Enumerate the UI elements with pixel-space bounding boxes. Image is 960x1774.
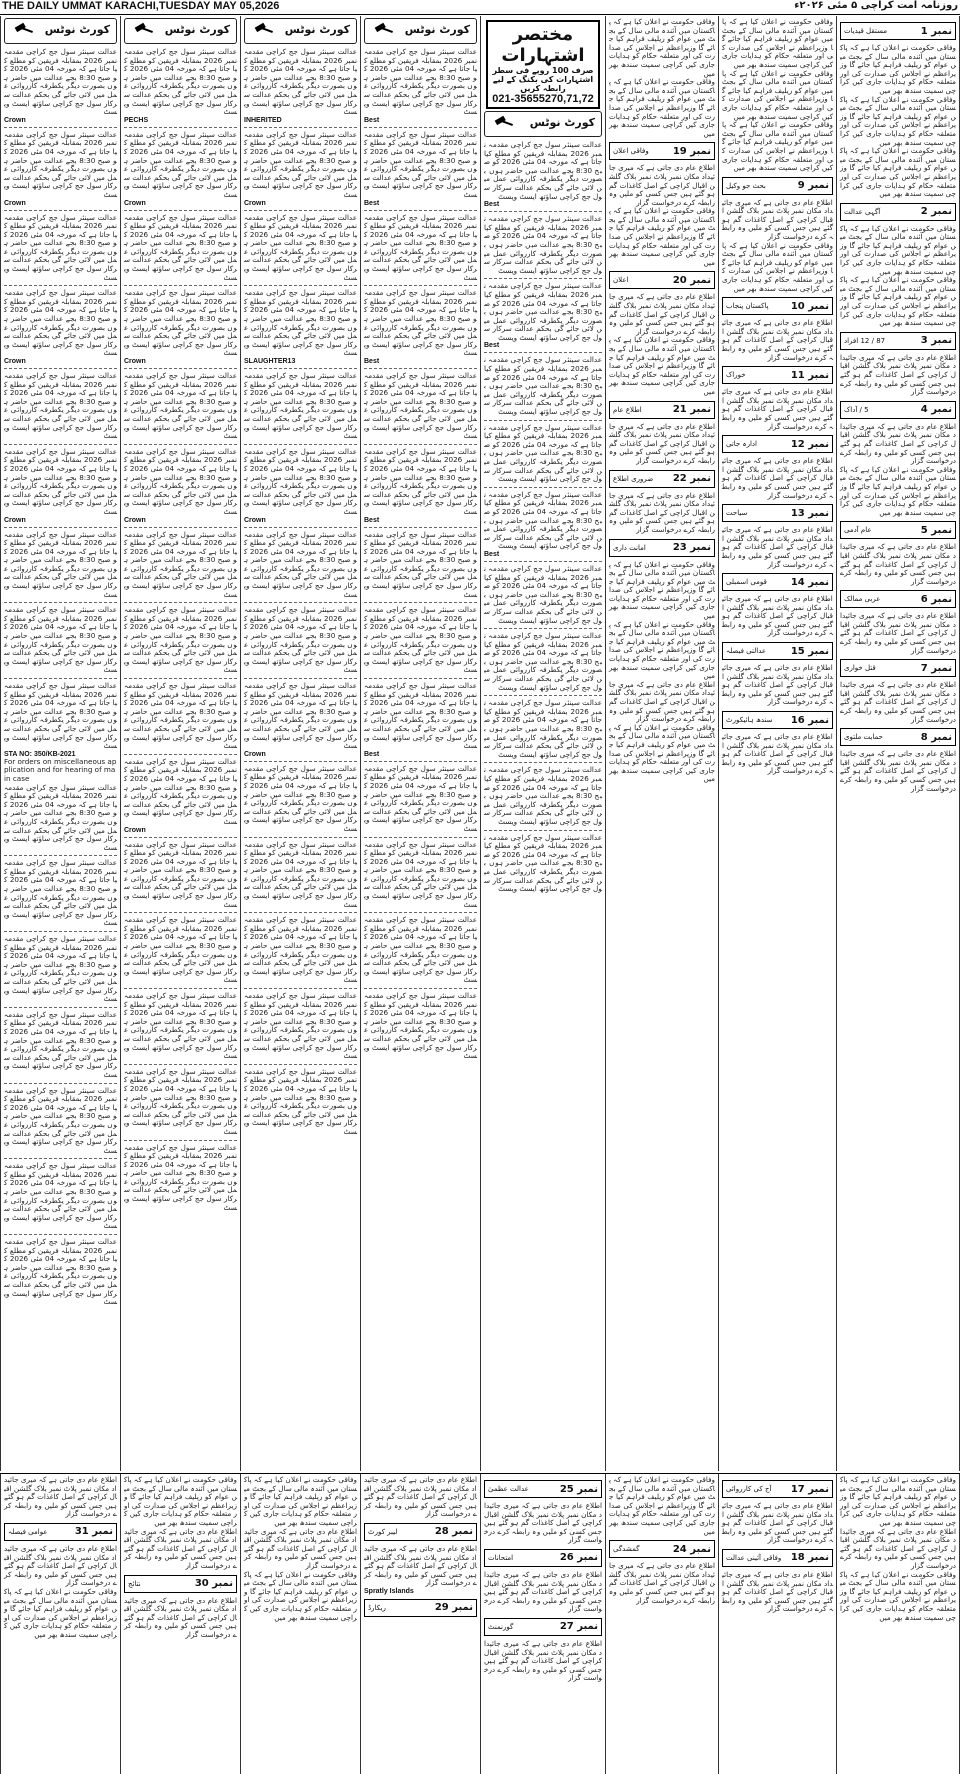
ad-number-box: عربی ممالک نمبر 6 (840, 590, 956, 608)
numbered-ads-column-3: مستقل قیدیات نمبر 1 وفاقی حکومت نے اعلان کیا ہے کہ پاکستان میں آئندہ مالی سال کے بجٹ میں عوام کو ریلیف فراہم کیا جائے گا وزیراعظم نے اجلاس کی صدارت کی اور متعلقہ حکام کو ہدایات جاری کیں کراچی سمیت سندھ بھر میں وفاقی حکومت نے اعلان کیا ہے کہ پاکستان میں آئندہ مالی سال کے بجٹ میں عوام کو ریلیف فراہم کیا جائے گا وزیراعظم نے اجلاس کی صدارت کی اور متعلقہ حکام کو ہدایات جاری کیں کراچی سمیت سندھ بھر میں وفاقی حکومت نے اعلان کیا ہے کہ پاکستان میں آئندہ مالی سال کے بجٹ میں عوام کو ریلیف فراہم کیا جائے گا وزیراعظم نے اجلاس کی صدارت کی اور متعلقہ حکام کو ہدایات جاری کیں کراچی سمیت سندھ بھر میں آگہی عدالت نمبر 2 وفاقی حکومت نے اعلان کیا ہے کہ پاکستان میں آئندہ مالی سال کے بجٹ میں عوام کو ریلیف فراہم کیا جائے گا وزیراعظم نے اجلاس کی صدارت کی اور متعلقہ حکام کو ہدایات جاری کیں کراچی سمیت سندھ بھر میں وفاقی حکومت نے اعلان کیا ہے کہ پاکستان میں آئندہ مالی سال کے بجٹ میں عوام کو ریلیف فراہم کیا جائے گا وزیراعظم نے اجلاس کی صدارت کی اور متعلقہ حکام کو ہدایات جاری کیں کراچی سمیت سندھ بھر میں 87 / 12 افراد نمبر 3 اطلاع عام دی جاتی ہے کہ میری جائیداد مکان نمبر پلاٹ نمبر بلاک گلشن اقبال کراچی کے اصل کاغذات گم ہو گئے ہیں جس کسی کو ملیں وہ رابطہ کرے درخواست گزار 5 / آداک نمبر 4 اطلاع عام دی جاتی ہے کہ میری جائیداد مکان نمبر پلاٹ نمبر بلاک گلشن اقبال کراچی کے اصل کاغذات گم ہو گئے ہیں جس کسی کو ملیں وہ رابطہ کرے درخواست گزار وفاقی حکومت نے اعلان کیا ہے کہ پاکستان میں آئندہ مالی سال کے بجٹ میں عوام کو ریلیف فراہم کیا جائے گا وزیراعظم نے اجلاس کی صدارت کی اور متعلقہ حکام کو ہدایات جاری کیں کراچی سمیت سندھ بھر میں عام آدمی نمبر 5 اطلاع عام دی جاتی ہے کہ میری جائیداد مکان نمبر پلاٹ نمبر بلاک گلشن اقبال کراچی کے اصل کاغذات گم ہو گئے ہیں جس کسی کو ملیں وہ رابطہ کرے درخواست گزار عربی ممالک نمبر 6 اطلاع عام دی جاتی ہے کہ میری جائیداد مکان نمبر پلاٹ نمبر بلاک گلشن اقبال کراچی کے اصل کاغذات گم ہو گئے ہیں جس کسی کو ملیں وہ رابطہ کرے درخواست گزار قتل خواری نمبر 7 اطلاع عام دی جاتی ہے کہ میری جائیداد مکان نمبر پلاٹ نمبر بلاک گلشن اقبال کراچی کے اصل کاغذات گم ہو گئے ہیں جس کسی کو ملیں وہ رابطہ کرے درخواست گزار حمایت ملتوی نمبر 8 اطلاع عام دی جاتی ہے کہ میری جائیداد مکان نمبر پلاٹ نمبر بلاک گلشن اقبال کراچی کے اصل کاغذات گم ہو گئے ہیں جس کسی کو ملیں وہ رابطہ کرے درخواست گزار (836, 16, 960, 1471)
masthead-urdu-title: روزنامہ امت کراچی ۵ مئی ۲۰۲۶ء (794, 0, 958, 11)
court-notice-header: کورٹ نوٹس (484, 111, 602, 137)
classified-rate: صرف 100 روپے فی سطر (492, 66, 594, 75)
bottom-strip (0, 1473, 960, 1774)
ad-number-box: نتائج نمبر 30 (124, 1575, 237, 1593)
ad-number-box: قومی اسمبلی نمبر 14 (722, 573, 833, 591)
ad-number-box: پاکستان پنجاب نمبر 10 (722, 297, 833, 315)
ad-number-box: خوراک نمبر 11 (722, 366, 833, 384)
ad-number-box: اطلاع عام نمبر 21 (609, 401, 715, 419)
bottom-column: وفاقی حکومت نے اعلان کیا ہے کہ پاکستان میں آئندہ مالی سال کے بجٹ میں عوام کو ریلیف فراہم کیا جائے گا وزیراعظم نے اجلاس کی صدارت کی اور متعلقہ حکام کو ہدایات جاری کیں کراچی سمیت سندھ بھر میں اطلاع عام دی جاتی ہے کہ میری جائیداد مکان نمبر پلاٹ نمبر بلاک گلشن اقبال کراچی کے اصل کاغذات گم ہو گئے ہیں جس کسی کو ملیں وہ رابطہ کرے درخواست گزار نتائج نمبر 30 اطلاع عام دی جاتی ہے کہ میری جائیداد مکان نمبر پلاٹ نمبر بلاک گلشن اقبال کراچی کے اصل کاغذات گم ہو گئے ہیں جس کسی کو ملیں وہ رابطہ کرے درخواست گزار (120, 1474, 240, 1774)
ad-number-box: ریکارڈ نمبر 29 (364, 1599, 477, 1617)
ad-number-box: حمایت ملتوی نمبر 8 (840, 728, 956, 746)
ad-number-box: لیبر کورٹ نمبر 28 (364, 1523, 477, 1541)
classified-office: اشتہارات کی بکنگ کے لیے رابطہ کریں (492, 75, 594, 93)
classified-column: مختصر اشتہارات صرف 100 روپے فی سطر اشتہارات کی بکنگ کے لیے رابطہ کریں 021-35655270,71,72 کورٹ نوٹس عدالت سینئر سول جج کراچی مقدمہ نمبر 2026 بمقابلہ فریقین کو مطلع کیا جاتا ہے کہ مورخہ 04 مئی 2026 کو صبح 8:30 بجے عدالت میں حاضر ہوں بصورت دیگر یکطرفہ کارروائی عمل میں لائی جائے گی بحکم عدالت سرکار سول جج کراچی ساؤتھ ایسٹ ویسٹ Best عدالت سینئر سول جج کراچی مقدمہ نمبر 2026 بمقابلہ فریقین کو مطلع کیا جاتا ہے کہ مورخہ 04 مئی 2026 کو صبح 8:30 بجے عدالت میں حاضر ہوں بصورت دیگر یکطرفہ کارروائی عمل میں لائی جائے گی بحکم عدالت سرکار سول جج کراچی ساؤتھ ایسٹ ویسٹ عدالت سینئر سول جج کراچی مقدمہ نمبر 2026 بمقابلہ فریقین کو مطلع کیا جاتا ہے کہ مورخہ 04 مئی 2026 کو صبح 8:30 بجے عدالت میں حاضر ہوں بصورت دیگر یکطرفہ کارروائی عمل میں لائی جائے گی بحکم عدالت سرکار سول جج کراچی ساؤتھ ایسٹ ویسٹ Best عدالت سینئر سول جج کراچی مقدمہ نمبر 2026 بمقابلہ فریقین کو مطلع کیا جاتا ہے کہ مورخہ 04 مئی 2026 کو صبح 8:30 بجے عدالت میں حاضر ہوں بصورت دیگر یکطرفہ کارروائی عمل میں لائی جائے گی بحکم عدالت سرکار سول جج کراچی ساؤتھ ایسٹ ویسٹ عدالت سینئر سول جج کراچی مقدمہ نمبر 2026 بمقابلہ فریقین کو مطلع کیا جاتا ہے کہ مورخہ 04 مئی 2026 کو صبح 8:30 بجے عدالت میں حاضر ہوں بصورت دیگر یکطرفہ کارروائی عمل میں لائی جائے گی بحکم عدالت سرکار سول جج کراچی ساؤتھ ایسٹ ویسٹ عدالت سینئر سول جج کراچی مقدمہ نمبر 2026 بمقابلہ فریقین کو مطلع کیا جاتا ہے کہ مورخہ 04 مئی 2026 کو صبح 8:30 بجے عدالت میں حاضر ہوں بصورت دیگر یکطرفہ کارروائی عمل میں لائی جائے گی بحکم عدالت سرکار سول جج کراچی ساؤتھ ایسٹ ویسٹ Best عدالت سینئر سول جج کراچی مقدمہ نمبر 2026 بمقابلہ فریقین کو مطلع کیا جاتا ہے کہ مورخہ 04 مئی 2026 کو صبح 8:30 بجے عدالت میں حاضر ہوں بصورت دیگر یکطرفہ کارروائی عمل میں لائی جائے گی بحکم عدالت سرکار سول جج کراچی ساؤتھ ایسٹ ویسٹ عدالت سینئر سول جج کراچی مقدمہ نمبر 2026 بمقابلہ فریقین کو مطلع کیا جاتا ہے کہ مورخہ 04 مئی 2026 کو صبح 8:30 بجے عدالت میں حاضر ہوں بصورت دیگر یکطرفہ کارروائی عمل میں لائی جائے گی بحکم عدالت سرکار سول جج کراچی ساؤتھ ایسٹ ویسٹ عدالت سینئر سول جج کراچی مقدمہ نمبر 2026 بمقابلہ فریقین کو مطلع کیا جاتا ہے کہ مورخہ 04 مئی 2026 کو صبح 8:30 بجے عدالت میں حاضر ہوں بصورت دیگر یکطرفہ کارروائی عمل میں لائی جائے گی بحکم عدالت سرکار سول جج کراچی ساؤتھ ایسٹ ویسٹ عدالت سینئر سول جج کراچی مقدمہ نمبر 2026 بمقابلہ فریقین کو مطلع کیا جاتا ہے کہ مورخہ 04 مئی 2026 کو صبح 8:30 بجے عدالت میں حاضر ہوں بصورت دیگر یکطرفہ کارروائی عمل میں لائی جائے گی بحکم عدالت سرکار سول جج کراچی ساؤتھ ایسٹ ویسٹ عدالت سینئر سول جج کراچی مقدمہ نمبر 2026 بمقابلہ فریقین کو مطلع کیا جاتا ہے کہ مورخہ 04 مئی 2026 کو صبح 8:30 بجے عدالت میں حاضر ہوں بصورت دیگر یکطرفہ کارروائی عمل میں لائی جائے گی بحکم عدالت سرکار سول جج کراچی ساؤتھ ایسٹ ویسٹ (480, 16, 605, 1471)
ad-number-box: سیاحت نمبر 13 (722, 504, 833, 522)
bottom-column: وفاقی حکومت نے اعلان کیا ہے کہ پاکستان میں آئندہ مالی سال کے بجٹ میں عوام کو ریلیف فراہم کیا جائے گا وزیراعظم نے اجلاس کی صدارت کی اور متعلقہ حکام کو ہدایات جاری کیں کراچی سمیت سندھ بھر میں گمشدگی نمبر 24 اطلاع عام دی جاتی ہے کہ میری جائیداد مکان نمبر پلاٹ نمبر بلاک گلشن اقبال کراچی کے اصل کاغذات گم ہو گئے ہیں جس کسی کو ملیں وہ رابطہ کرے درخواست گزار (605, 1474, 718, 1774)
ad-number-box: ضروری اطلاع نمبر 22 (609, 470, 715, 488)
court-notice-column-1: کورٹ نوٹس عدالت سینئر سول جج کراچی مقدمہ نمبر 2026 بمقابلہ فریقین کو مطلع کیا جاتا ہے کہ مورخہ 04 مئی 2026 کو صبح 8:30 بجے عدالت میں حاضر ہوں بصورت دیگر یکطرفہ کارروائی عمل میں لائی جائے گی بحکم عدالت سرکار سول جج کراچی ساؤتھ ایسٹ ویسٹ Crown عدالت سینئر سول جج کراچی مقدمہ نمبر 2026 بمقابلہ فریقین کو مطلع کیا جاتا ہے کہ مورخہ 04 مئی 2026 کو صبح 8:30 بجے عدالت میں حاضر ہوں بصورت دیگر یکطرفہ کارروائی عمل میں لائی جائے گی بحکم عدالت سرکار سول جج کراچی ساؤتھ ایسٹ ویسٹ Crown عدالت سینئر سول جج کراچی مقدمہ نمبر 2026 بمقابلہ فریقین کو مطلع کیا جاتا ہے کہ مورخہ 04 مئی 2026 کو صبح 8:30 بجے عدالت میں حاضر ہوں بصورت دیگر یکطرفہ کارروائی عمل میں لائی جائے گی بحکم عدالت سرکار سول جج کراچی ساؤتھ ایسٹ ویسٹ عدالت سینئر سول جج کراچی مقدمہ نمبر 2026 بمقابلہ فریقین کو مطلع کیا جاتا ہے کہ مورخہ 04 مئی 2026 کو صبح 8:30 بجے عدالت میں حاضر ہوں بصورت دیگر یکطرفہ کارروائی عمل میں لائی جائے گی بحکم عدالت سرکار سول جج کراچی ساؤتھ ایسٹ ویسٹ Crown عدالت سینئر سول جج کراچی مقدمہ نمبر 2026 بمقابلہ فریقین کو مطلع کیا جاتا ہے کہ مورخہ 04 مئی 2026 کو صبح 8:30 بجے عدالت میں حاضر ہوں بصورت دیگر یکطرفہ کارروائی عمل میں لائی جائے گی بحکم عدالت سرکار سول جج کراچی ساؤتھ ایسٹ ویسٹ عدالت سینئر سول جج کراچی مقدمہ نمبر 2026 بمقابلہ فریقین کو مطلع کیا جاتا ہے کہ مورخہ 04 مئی 2026 کو صبح 8:30 بجے عدالت میں حاضر ہوں بصورت دیگر یکطرفہ کارروائی عمل میں لائی جائے گی بحکم عدالت سرکار سول جج کراچی ساؤتھ ایسٹ ویسٹ Crown عدالت سینئر سول جج کراچی مقدمہ نمبر 2026 بمقابلہ فریقین کو مطلع کیا جاتا ہے کہ مورخہ 04 مئی 2026 کو صبح 8:30 بجے عدالت میں حاضر ہوں بصورت دیگر یکطرفہ کارروائی عمل میں لائی جائے گی بحکم عدالت سرکار سول جج کراچی ساؤتھ ایسٹ ویسٹ عدالت سینئر سول جج کراچی مقدمہ نمبر 2026 بمقابلہ فریقین کو مطلع کیا جاتا ہے کہ مورخہ 04 مئی 2026 کو صبح 8:30 بجے عدالت میں حاضر ہوں بصورت دیگر یکطرفہ کارروائی عمل میں لائی جائے گی بحکم عدالت سرکار سول جج کراچی ساؤتھ ایسٹ ویسٹ عدالت سینئر سول جج کراچی مقدمہ نمبر 2026 بمقابلہ فریقین کو مطلع کیا جاتا ہے کہ مورخہ 04 مئی 2026 کو صبح 8:30 بجے عدالت میں حاضر ہوں بصورت دیگر یکطرفہ کارروائی عمل میں لائی جائے گی بحکم عدالت سرکار سول جج کراچی ساؤتھ ایسٹ ویسٹ STA NO: 350/KB-2021 For orders on miscellaneous application and for hearing of main case عدالت سینئر سول جج کراچی مقدمہ نمبر 2026 بمقابلہ فریقین کو مطلع کیا جاتا ہے کہ مورخہ 04 مئی 2026 کو صبح 8:30 بجے عدالت میں حاضر ہوں بصورت دیگر یکطرفہ کارروائی عمل میں لائی جائے گی بحکم عدالت سرکار سول جج کراچی ساؤتھ ایسٹ ویسٹ عدالت سینئر سول جج کراچی مقدمہ نمبر 2026 بمقابلہ فریقین کو مطلع کیا جاتا ہے کہ مورخہ 04 مئی 2026 کو صبح 8:30 بجے عدالت میں حاضر ہوں بصورت دیگر یکطرفہ کارروائی عمل میں لائی جائے گی بحکم عدالت سرکار سول جج کراچی ساؤتھ ایسٹ ویسٹ عدالت سینئر سول جج کراچی مقدمہ نمبر 2026 بمقابلہ فریقین کو مطلع کیا جاتا ہے کہ مورخہ 04 مئی 2026 کو صبح 8:30 بجے عدالت میں حاضر ہوں بصورت دیگر یکطرفہ کارروائی عمل میں لائی جائے گی بحکم عدالت سرکار سول جج کراچی ساؤتھ ایسٹ ویسٹ عدالت سینئر سول جج کراچی مقدمہ نمبر 2026 بمقابلہ فریقین کو مطلع کیا جاتا ہے کہ مورخہ 04 مئی 2026 کو صبح 8:30 بجے عدالت میں حاضر ہوں بصورت دیگر یکطرفہ کارروائی عمل میں لائی جائے گی بحکم عدالت سرکار سول جج کراچی ساؤتھ ایسٹ ویسٹ عدالت سینئر سول جج کراچی مقدمہ نمبر 2026 بمقابلہ فریقین کو مطلع کیا جاتا ہے کہ مورخہ 04 مئی 2026 کو صبح 8:30 بجے عدالت میں حاضر ہوں بصورت دیگر یکطرفہ کارروائی عمل میں لائی جائے گی بحکم عدالت سرکار سول جج کراچی ساؤتھ ایسٹ ویسٹ عدالت سینئر سول جج کراچی مقدمہ نمبر 2026 بمقابلہ فریقین کو مطلع کیا جاتا ہے کہ مورخہ 04 مئی 2026 کو صبح 8:30 بجے عدالت میں حاضر ہوں بصورت دیگر یکطرفہ کارروائی عمل میں لائی جائے گی بحکم عدالت سرکار سول جج کراچی ساؤتھ ایسٹ ویسٹ عدالت سینئر سول جج کراچی مقدمہ نمبر 2026 بمقابلہ فریقین کو مطلع کیا جاتا ہے کہ مورخہ 04 مئی 2026 کو صبح 8:30 بجے عدالت میں حاضر ہوں بصورت دیگر یکطرفہ کارروائی عمل میں لائی جائے گی بحکم عدالت سرکار سول جج کراچی ساؤتھ ایسٹ ویسٹ (0, 16, 120, 1471)
court-notice-header: کورٹ نوٹس (124, 18, 237, 44)
gavel-icon (253, 22, 275, 38)
court-notice-header: کورٹ نوٹس (244, 18, 357, 44)
gavel-icon (493, 115, 515, 131)
bottom-column: آج کی کارروائی نمبر 17 اطلاع عام دی جاتی ہے کہ میری جائیداد مکان نمبر پلاٹ نمبر بلاک گلشن اقبال کراچی کے اصل کاغذات گم ہو گئے ہیں جس کسی کو ملیں وہ رابطہ کرے درخواست گزار وفاقی آئینی عدالت نمبر 18 اطلاع عام دی جاتی ہے کہ میری جائیداد مکان نمبر پلاٹ نمبر بلاک گلشن اقبال کراچی کے اصل کاغذات گم ہو گئے ہیں جس کسی کو ملیں وہ رابطہ کرے درخواست گزار (718, 1474, 836, 1774)
masthead-english-title: THE DAILY UMMAT KARACHI,TUESDAY MAY 05,2026 (2, 0, 280, 12)
numbered-ads-column-1: وفاقی حکومت نے اعلان کیا ہے کہ پاکستان میں آئندہ مالی سال کے بجٹ میں عوام کو ریلیف فراہم کیا جائے گا وزیراعظم نے اجلاس کی صدارت کی اور متعلقہ حکام کو ہدایات جاری کیں کراچی سمیت سندھ بھر میں وفاقی حکومت نے اعلان کیا ہے کہ پاکستان میں آئندہ مالی سال کے بجٹ میں عوام کو ریلیف فراہم کیا جائے گا وزیراعظم نے اجلاس کی صدارت کی اور متعلقہ حکام کو ہدایات جاری کیں کراچی سمیت سندھ بھر میں وفاقی اعلان نمبر 19 اطلاع عام دی جاتی ہے کہ میری جائیداد مکان نمبر پلاٹ نمبر بلاک گلشن اقبال کراچی کے اصل کاغذات گم ہو گئے ہیں جس کسی کو ملیں وہ رابطہ کرے درخواست گزار وفاقی حکومت نے اعلان کیا ہے کہ پاکستان میں آئندہ مالی سال کے بجٹ میں عوام کو ریلیف فراہم کیا جائے گا وزیراعظم نے اجلاس کی صدارت کی اور متعلقہ حکام کو ہدایات جاری کیں کراچی سمیت سندھ بھر میں اعلان نمبر 20 اطلاع عام دی جاتی ہے کہ میری جائیداد مکان نمبر پلاٹ نمبر بلاک گلشن اقبال کراچی کے اصل کاغذات گم ہو گئے ہیں جس کسی کو ملیں وہ رابطہ کرے درخواست گزار وفاقی حکومت نے اعلان کیا ہے کہ پاکستان میں آئندہ مالی سال کے بجٹ میں عوام کو ریلیف فراہم کیا جائے گا وزیراعظم نے اجلاس کی صدارت کی اور متعلقہ حکام کو ہدایات جاری کیں کراچی سمیت سندھ بھر میں اطلاع عام نمبر 21 اطلاع عام دی جاتی ہے کہ میری جائیداد مکان نمبر پلاٹ نمبر بلاک گلشن اقبال کراچی کے اصل کاغذات گم ہو گئے ہیں جس کسی کو ملیں وہ رابطہ کرے درخواست گزار ضروری اطلاع نمبر 22 اطلاع عام دی جاتی ہے کہ میری جائیداد مکان نمبر پلاٹ نمبر بلاک گلشن اقبال کراچی کے اصل کاغذات گم ہو گئے ہیں جس کسی کو ملیں وہ رابطہ کرے درخواست گزار امانت داری نمبر 23 وفاقی حکومت نے اعلان کیا ہے کہ پاکستان میں آئندہ مالی سال کے بجٹ میں عوام کو ریلیف فراہم کیا جائے گا وزیراعظم نے اجلاس کی صدارت کی اور متعلقہ حکام کو ہدایات جاری کیں کراچی سمیت سندھ بھر میں وفاقی حکومت نے اعلان کیا ہے کہ پاکستان میں آئندہ مالی سال کے بجٹ میں عوام کو ریلیف فراہم کیا جائے گا وزیراعظم نے اجلاس کی صدارت کی اور متعلقہ حکام کو ہدایات جاری کیں کراچی سمیت سندھ بھر میں اطلاع عام دی جاتی ہے کہ میری جائیداد مکان نمبر پلاٹ نمبر بلاک گلشن اقبال کراچی کے اصل کاغذات گم ہو گئے ہیں جس کسی کو ملیں وہ رابطہ کرے درخواست گزار وفاقی حکومت نے اعلان کیا ہے کہ پاکستان میں آئندہ مالی سال کے بجٹ میں عوام کو ریلیف فراہم کیا جائے گا وزیراعظم نے اجلاس کی صدارت کی اور متعلقہ حکام کو ہدایات جاری کیں کراچی سمیت سندھ بھر میں (605, 16, 718, 1471)
ad-number-box: وفاقی اعلان نمبر 19 (609, 142, 715, 160)
masthead (0, 0, 960, 15)
court-notice-column-2: کورٹ نوٹس عدالت سینئر سول جج کراچی مقدمہ نمبر 2026 بمقابلہ فریقین کو مطلع کیا جاتا ہے کہ مورخہ 04 مئی 2026 کو صبح 8:30 بجے عدالت میں حاضر ہوں بصورت دیگر یکطرفہ کارروائی عمل میں لائی جائے گی بحکم عدالت سرکار سول جج کراچی ساؤتھ ایسٹ ویسٹ PECHS عدالت سینئر سول جج کراچی مقدمہ نمبر 2026 بمقابلہ فریقین کو مطلع کیا جاتا ہے کہ مورخہ 04 مئی 2026 کو صبح 8:30 بجے عدالت میں حاضر ہوں بصورت دیگر یکطرفہ کارروائی عمل میں لائی جائے گی بحکم عدالت سرکار سول جج کراچی ساؤتھ ایسٹ ویسٹ Crown عدالت سینئر سول جج کراچی مقدمہ نمبر 2026 بمقابلہ فریقین کو مطلع کیا جاتا ہے کہ مورخہ 04 مئی 2026 کو صبح 8:30 بجے عدالت میں حاضر ہوں بصورت دیگر یکطرفہ کارروائی عمل میں لائی جائے گی بحکم عدالت سرکار سول جج کراچی ساؤتھ ایسٹ ویسٹ عدالت سینئر سول جج کراچی مقدمہ نمبر 2026 بمقابلہ فریقین کو مطلع کیا جاتا ہے کہ مورخہ 04 مئی 2026 کو صبح 8:30 بجے عدالت میں حاضر ہوں بصورت دیگر یکطرفہ کارروائی عمل میں لائی جائے گی بحکم عدالت سرکار سول جج کراچی ساؤتھ ایسٹ ویسٹ Crown عدالت سینئر سول جج کراچی مقدمہ نمبر 2026 بمقابلہ فریقین کو مطلع کیا جاتا ہے کہ مورخہ 04 مئی 2026 کو صبح 8:30 بجے عدالت میں حاضر ہوں بصورت دیگر یکطرفہ کارروائی عمل میں لائی جائے گی بحکم عدالت سرکار سول جج کراچی ساؤتھ ایسٹ ویسٹ عدالت سینئر سول جج کراچی مقدمہ نمبر 2026 بمقابلہ فریقین کو مطلع کیا جاتا ہے کہ مورخہ 04 مئی 2026 کو صبح 8:30 بجے عدالت میں حاضر ہوں بصورت دیگر یکطرفہ کارروائی عمل میں لائی جائے گی بحکم عدالت سرکار سول جج کراچی ساؤتھ ایسٹ ویسٹ Crown عدالت سینئر سول جج کراچی مقدمہ نمبر 2026 بمقابلہ فریقین کو مطلع کیا جاتا ہے کہ مورخہ 04 مئی 2026 کو صبح 8:30 بجے عدالت میں حاضر ہوں بصورت دیگر یکطرفہ کارروائی عمل میں لائی جائے گی بحکم عدالت سرکار سول جج کراچی ساؤتھ ایسٹ ویسٹ عدالت سینئر سول جج کراچی مقدمہ نمبر 2026 بمقابلہ فریقین کو مطلع کیا جاتا ہے کہ مورخہ 04 مئی 2026 کو صبح 8:30 بجے عدالت میں حاضر ہوں بصورت دیگر یکطرفہ کارروائی عمل میں لائی جائے گی بحکم عدالت سرکار سول جج کراچی ساؤتھ ایسٹ ویسٹ عدالت سینئر سول جج کراچی مقدمہ نمبر 2026 بمقابلہ فریقین کو مطلع کیا جاتا ہے کہ مورخہ 04 مئی 2026 کو صبح 8:30 بجے عدالت میں حاضر ہوں بصورت دیگر یکطرفہ کارروائی عمل میں لائی جائے گی بحکم عدالت سرکار سول جج کراچی ساؤتھ ایسٹ ویسٹ عدالت سینئر سول جج کراچی مقدمہ نمبر 2026 بمقابلہ فریقین کو مطلع کیا جاتا ہے کہ مورخہ 04 مئی 2026 کو صبح 8:30 بجے عدالت میں حاضر ہوں بصورت دیگر یکطرفہ کارروائی عمل میں لائی جائے گی بحکم عدالت سرکار سول جج کراچی ساؤتھ ایسٹ ویسٹ Crown عدالت سینئر سول جج کراچی مقدمہ نمبر 2026 بمقابلہ فریقین کو مطلع کیا جاتا ہے کہ مورخہ 04 مئی 2026 کو صبح 8:30 بجے عدالت میں حاضر ہوں بصورت دیگر یکطرفہ کارروائی عمل میں لائی جائے گی بحکم عدالت سرکار سول جج کراچی ساؤتھ ایسٹ ویسٹ عدالت سینئر سول جج کراچی مقدمہ نمبر 2026 بمقابلہ فریقین کو مطلع کیا جاتا ہے کہ مورخہ 04 مئی 2026 کو صبح 8:30 بجے عدالت میں حاضر ہوں بصورت دیگر یکطرفہ کارروائی عمل میں لائی جائے گی بحکم عدالت سرکار سول جج کراچی ساؤتھ ایسٹ ویسٹ عدالت سینئر سول جج کراچی مقدمہ نمبر 2026 بمقابلہ فریقین کو مطلع کیا جاتا ہے کہ مورخہ 04 مئی 2026 کو صبح 8:30 بجے عدالت میں حاضر ہوں بصورت دیگر یکطرفہ کارروائی عمل میں لائی جائے گی بحکم عدالت سرکار سول جج کراچی ساؤتھ ایسٹ ویسٹ عدالت سینئر سول جج کراچی مقدمہ نمبر 2026 بمقابلہ فریقین کو مطلع کیا جاتا ہے کہ مورخہ 04 مئی 2026 کو صبح 8:30 بجے عدالت میں حاضر ہوں بصورت دیگر یکطرفہ کارروائی عمل میں لائی جائے گی بحکم عدالت سرکار سول جج کراچی ساؤتھ ایسٹ ویسٹ عدالت سینئر سول جج کراچی مقدمہ نمبر 2026 بمقابلہ فریقین کو مطلع کیا جاتا ہے کہ مورخہ 04 مئی 2026 کو صبح 8:30 بجے عدالت میں حاضر ہوں بصورت دیگر یکطرفہ کارروائی عمل میں لائی جائے گی بحکم عدالت سرکار سول جج کراچی ساؤتھ ایسٹ ویسٹ (120, 16, 240, 1471)
ad-number-box: عوامی فیصلہ نمبر 31 (4, 1523, 117, 1541)
ad-number-box: بحث جو وکیل نمبر 9 (722, 177, 833, 195)
bottom-column: اطلاع عام دی جاتی ہے کہ میری جائیداد مکان نمبر پلاٹ نمبر بلاک گلشن اقبال کراچی کے اصل کاغذات گم ہو گئے ہیں جس کسی کو ملیں وہ رابطہ کرے درخواست گزار لیبر کورٹ نمبر 28 اطلاع عام دی جاتی ہے کہ میری جائیداد مکان نمبر پلاٹ نمبر بلاک گلشن اقبال کراچی کے اصل کاغذات گم ہو گئے ہیں جس کسی کو ملیں وہ رابطہ کرے درخواست گزار Spratly Islands ریکارڈ نمبر 29 (360, 1474, 480, 1774)
bottom-column: عدالت عظمیٰ نمبر 25 اطلاع عام دی جاتی ہے کہ میری جائیداد مکان نمبر پلاٹ نمبر بلاک گلشن اقبال کراچی کے اصل کاغذات گم ہو گئے ہیں جس کسی کو ملیں وہ رابطہ کرے درخواست گزار امتحانات نمبر 26 اطلاع عام دی جاتی ہے کہ میری جائیداد مکان نمبر پلاٹ نمبر بلاک گلشن اقبال کراچی کے اصل کاغذات گم ہو گئے ہیں جس کسی کو ملیں وہ رابطہ کرے درخواست گزار گورنمنٹ نمبر 27 اطلاع عام دی جاتی ہے کہ میری جائیداد مکان نمبر پلاٹ نمبر بلاک گلشن اقبال کراچی کے اصل کاغذات گم ہو گئے ہیں جس کسی کو ملیں وہ رابطہ کرے درخواست گزار (480, 1474, 605, 1774)
court-notice-column-3: کورٹ نوٹس عدالت سینئر سول جج کراچی مقدمہ نمبر 2026 بمقابلہ فریقین کو مطلع کیا جاتا ہے کہ مورخہ 04 مئی 2026 کو صبح 8:30 بجے عدالت میں حاضر ہوں بصورت دیگر یکطرفہ کارروائی عمل میں لائی جائے گی بحکم عدالت سرکار سول جج کراچی ساؤتھ ایسٹ ویسٹ INHERITED عدالت سینئر سول جج کراچی مقدمہ نمبر 2026 بمقابلہ فریقین کو مطلع کیا جاتا ہے کہ مورخہ 04 مئی 2026 کو صبح 8:30 بجے عدالت میں حاضر ہوں بصورت دیگر یکطرفہ کارروائی عمل میں لائی جائے گی بحکم عدالت سرکار سول جج کراچی ساؤتھ ایسٹ ویسٹ Crown عدالت سینئر سول جج کراچی مقدمہ نمبر 2026 بمقابلہ فریقین کو مطلع کیا جاتا ہے کہ مورخہ 04 مئی 2026 کو صبح 8:30 بجے عدالت میں حاضر ہوں بصورت دیگر یکطرفہ کارروائی عمل میں لائی جائے گی بحکم عدالت سرکار سول جج کراچی ساؤتھ ایسٹ ویسٹ عدالت سینئر سول جج کراچی مقدمہ نمبر 2026 بمقابلہ فریقین کو مطلع کیا جاتا ہے کہ مورخہ 04 مئی 2026 کو صبح 8:30 بجے عدالت میں حاضر ہوں بصورت دیگر یکطرفہ کارروائی عمل میں لائی جائے گی بحکم عدالت سرکار سول جج کراچی ساؤتھ ایسٹ ویسٹ SLAUGHTER13 عدالت سینئر سول جج کراچی مقدمہ نمبر 2026 بمقابلہ فریقین کو مطلع کیا جاتا ہے کہ مورخہ 04 مئی 2026 کو صبح 8:30 بجے عدالت میں حاضر ہوں بصورت دیگر یکطرفہ کارروائی عمل میں لائی جائے گی بحکم عدالت سرکار سول جج کراچی ساؤتھ ایسٹ ویسٹ عدالت سینئر سول جج کراچی مقدمہ نمبر 2026 بمقابلہ فریقین کو مطلع کیا جاتا ہے کہ مورخہ 04 مئی 2026 کو صبح 8:30 بجے عدالت میں حاضر ہوں بصورت دیگر یکطرفہ کارروائی عمل میں لائی جائے گی بحکم عدالت سرکار سول جج کراچی ساؤتھ ایسٹ ویسٹ Crown عدالت سینئر سول جج کراچی مقدمہ نمبر 2026 بمقابلہ فریقین کو مطلع کیا جاتا ہے کہ مورخہ 04 مئی 2026 کو صبح 8:30 بجے عدالت میں حاضر ہوں بصورت دیگر یکطرفہ کارروائی عمل میں لائی جائے گی بحکم عدالت سرکار سول جج کراچی ساؤتھ ایسٹ ویسٹ عدالت سینئر سول جج کراچی مقدمہ نمبر 2026 بمقابلہ فریقین کو مطلع کیا جاتا ہے کہ مورخہ 04 مئی 2026 کو صبح 8:30 بجے عدالت میں حاضر ہوں بصورت دیگر یکطرفہ کارروائی عمل میں لائی جائے گی بحکم عدالت سرکار سول جج کراچی ساؤتھ ایسٹ ویسٹ عدالت سینئر سول جج کراچی مقدمہ نمبر 2026 بمقابلہ فریقین کو مطلع کیا جاتا ہے کہ مورخہ 04 مئی 2026 کو صبح 8:30 بجے عدالت میں حاضر ہوں بصورت دیگر یکطرفہ کارروائی عمل میں لائی جائے گی بحکم عدالت سرکار سول جج کراچی ساؤتھ ایسٹ ویسٹ Crown عدالت سینئر سول جج کراچی مقدمہ نمبر 2026 بمقابلہ فریقین کو مطلع کیا جاتا ہے کہ مورخہ 04 مئی 2026 کو صبح 8:30 بجے عدالت میں حاضر ہوں بصورت دیگر یکطرفہ کارروائی عمل میں لائی جائے گی بحکم عدالت سرکار سول جج کراچی ساؤتھ ایسٹ ویسٹ عدالت سینئر سول جج کراچی مقدمہ نمبر 2026 بمقابلہ فریقین کو مطلع کیا جاتا ہے کہ مورخہ 04 مئی 2026 کو صبح 8:30 بجے عدالت میں حاضر ہوں بصورت دیگر یکطرفہ کارروائی عمل میں لائی جائے گی بحکم عدالت سرکار سول جج کراچی ساؤتھ ایسٹ ویسٹ عدالت سینئر سول جج کراچی مقدمہ نمبر 2026 بمقابلہ فریقین کو مطلع کیا جاتا ہے کہ مورخہ 04 مئی 2026 کو صبح 8:30 بجے عدالت میں حاضر ہوں بصورت دیگر یکطرفہ کارروائی عمل میں لائی جائے گی بحکم عدالت سرکار سول جج کراچی ساؤتھ ایسٹ ویسٹ عدالت سینئر سول جج کراچی مقدمہ نمبر 2026 بمقابلہ فریقین کو مطلع کیا جاتا ہے کہ مورخہ 04 مئی 2026 کو صبح 8:30 بجے عدالت میں حاضر ہوں بصورت دیگر یکطرفہ کارروائی عمل میں لائی جائے گی بحکم عدالت سرکار سول جج کراچی ساؤتھ ایسٹ ویسٹ عدالت سینئر سول جج کراچی مقدمہ نمبر 2026 بمقابلہ فریقین کو مطلع کیا جاتا ہے کہ مورخہ 04 مئی 2026 کو صبح 8:30 بجے عدالت میں حاضر ہوں بصورت دیگر یکطرفہ کارروائی عمل میں لائی جائے گی بحکم عدالت سرکار سول جج کراچی ساؤتھ ایسٹ ویسٹ (240, 16, 360, 1471)
gavel-icon (13, 22, 35, 38)
ad-number-box: وفاقی آئینی عدالت نمبر 18 (722, 1549, 833, 1567)
court-notice-header: کورٹ نوٹس (364, 18, 477, 44)
ad-number-box: عام آدمی نمبر 5 (840, 521, 956, 539)
english-notice: For orders on miscellaneous application and for hearing of main case (4, 756, 117, 783)
notice-text: عدالت سینئر سول جج کراچی مقدمہ نمبر 2026 بمقابلہ فریقین کو مطلع کیا جاتا ہے کہ مورخہ 04 مئی 2026 کو صبح 8:30 بجے عدالت میں حاضر ہوں بصورت دیگر یکطرفہ کارروائی عمل میں لائی جائے گی بحکم عدالت سرکار سول جج کراچی ساؤتھ ایسٹ ویسٹ (4, 47, 117, 117)
classified-ad-box (486, 20, 600, 109)
court-notice-header: کورٹ نوٹس (4, 18, 117, 44)
ad-number-box: 87 / 12 افراد نمبر 3 (840, 332, 956, 350)
bottom-column: وفاقی حکومت نے اعلان کیا ہے کہ پاکستان میں آئندہ مالی سال کے بجٹ میں عوام کو ریلیف فراہم کیا جائے گا وزیراعظم نے اجلاس کی صدارت کی اور متعلقہ حکام کو ہدایات جاری کیں کراچی سمیت سندھ بھر میں اطلاع عام دی جاتی ہے کہ میری جائیداد مکان نمبر پلاٹ نمبر بلاک گلشن اقبال کراچی کے اصل کاغذات گم ہو گئے ہیں جس کسی کو ملیں وہ رابطہ کرے درخواست گزار وفاقی حکومت نے اعلان کیا ہے کہ پاکستان میں آئندہ مالی سال کے بجٹ میں عوام کو ریلیف فراہم کیا جائے گا وزیراعظم نے اجلاس کی صدارت کی اور متعلقہ حکام کو ہدایات جاری کیں کراچی سمیت سندھ بھر میں (240, 1474, 360, 1774)
court-notice-column-4: کورٹ نوٹس عدالت سینئر سول جج کراچی مقدمہ نمبر 2026 بمقابلہ فریقین کو مطلع کیا جاتا ہے کہ مورخہ 04 مئی 2026 کو صبح 8:30 بجے عدالت میں حاضر ہوں بصورت دیگر یکطرفہ کارروائی عمل میں لائی جائے گی بحکم عدالت سرکار سول جج کراچی ساؤتھ ایسٹ ویسٹ Best عدالت سینئر سول جج کراچی مقدمہ نمبر 2026 بمقابلہ فریقین کو مطلع کیا جاتا ہے کہ مورخہ 04 مئی 2026 کو صبح 8:30 بجے عدالت میں حاضر ہوں بصورت دیگر یکطرفہ کارروائی عمل میں لائی جائے گی بحکم عدالت سرکار سول جج کراچی ساؤتھ ایسٹ ویسٹ Best عدالت سینئر سول جج کراچی مقدمہ نمبر 2026 بمقابلہ فریقین کو مطلع کیا جاتا ہے کہ مورخہ 04 مئی 2026 کو صبح 8:30 بجے عدالت میں حاضر ہوں بصورت دیگر یکطرفہ کارروائی عمل میں لائی جائے گی بحکم عدالت سرکار سول جج کراچی ساؤتھ ایسٹ ویسٹ عدالت سینئر سول جج کراچی مقدمہ نمبر 2026 بمقابلہ فریقین کو مطلع کیا جاتا ہے کہ مورخہ 04 مئی 2026 کو صبح 8:30 بجے عدالت میں حاضر ہوں بصورت دیگر یکطرفہ کارروائی عمل میں لائی جائے گی بحکم عدالت سرکار سول جج کراچی ساؤتھ ایسٹ ویسٹ Best عدالت سینئر سول جج کراچی مقدمہ نمبر 2026 بمقابلہ فریقین کو مطلع کیا جاتا ہے کہ مورخہ 04 مئی 2026 کو صبح 8:30 بجے عدالت میں حاضر ہوں بصورت دیگر یکطرفہ کارروائی عمل میں لائی جائے گی بحکم عدالت سرکار سول جج کراچی ساؤتھ ایسٹ ویسٹ عدالت سینئر سول جج کراچی مقدمہ نمبر 2026 بمقابلہ فریقین کو مطلع کیا جاتا ہے کہ مورخہ 04 مئی 2026 کو صبح 8:30 بجے عدالت میں حاضر ہوں بصورت دیگر یکطرفہ کارروائی عمل میں لائی جائے گی بحکم عدالت سرکار سول جج کراچی ساؤتھ ایسٹ ویسٹ Best عدالت سینئر سول جج کراچی مقدمہ نمبر 2026 بمقابلہ فریقین کو مطلع کیا جاتا ہے کہ مورخہ 04 مئی 2026 کو صبح 8:30 بجے عدالت میں حاضر ہوں بصورت دیگر یکطرفہ کارروائی عمل میں لائی جائے گی بحکم عدالت سرکار سول جج کراچی ساؤتھ ایسٹ ویسٹ عدالت سینئر سول جج کراچی مقدمہ نمبر 2026 بمقابلہ فریقین کو مطلع کیا جاتا ہے کہ مورخہ 04 مئی 2026 کو صبح 8:30 بجے عدالت میں حاضر ہوں بصورت دیگر یکطرفہ کارروائی عمل میں لائی جائے گی بحکم عدالت سرکار سول جج کراچی ساؤتھ ایسٹ ویسٹ عدالت سینئر سول جج کراچی مقدمہ نمبر 2026 بمقابلہ فریقین کو مطلع کیا جاتا ہے کہ مورخہ 04 مئی 2026 کو صبح 8:30 بجے عدالت میں حاضر ہوں بصورت دیگر یکطرفہ کارروائی عمل میں لائی جائے گی بحکم عدالت سرکار سول جج کراچی ساؤتھ ایسٹ ویسٹ Best عدالت سینئر سول جج کراچی مقدمہ نمبر 2026 بمقابلہ فریقین کو مطلع کیا جاتا ہے کہ مورخہ 04 مئی 2026 کو صبح 8:30 بجے عدالت میں حاضر ہوں بصورت دیگر یکطرفہ کارروائی عمل میں لائی جائے گی بحکم عدالت سرکار سول جج کراچی ساؤتھ ایسٹ ویسٹ عدالت سینئر سول جج کراچی مقدمہ نمبر 2026 بمقابلہ فریقین کو مطلع کیا جاتا ہے کہ مورخہ 04 مئی 2026 کو صبح 8:30 بجے عدالت میں حاضر ہوں بصورت دیگر یکطرفہ کارروائی عمل میں لائی جائے گی بحکم عدالت سرکار سول جج کراچی ساؤتھ ایسٹ ویسٹ عدالت سینئر سول جج کراچی مقدمہ نمبر 2026 بمقابلہ فریقین کو مطلع کیا جاتا ہے کہ مورخہ 04 مئی 2026 کو صبح 8:30 بجے عدالت میں حاضر ہوں بصورت دیگر یکطرفہ کارروائی عمل میں لائی جائے گی بحکم عدالت سرکار سول جج کراچی ساؤتھ ایسٹ ویسٹ عدالت سینئر سول جج کراچی مقدمہ نمبر 2026 بمقابلہ فریقین کو مطلع کیا جاتا ہے کہ مورخہ 04 مئی 2026 کو صبح 8:30 بجے عدالت میں حاضر ہوں بصورت دیگر یکطرفہ کارروائی عمل میں لائی جائے گی بحکم عدالت سرکار سول جج کراچی ساؤتھ ایسٹ ویسٹ (360, 16, 480, 1471)
gavel-icon (373, 22, 395, 38)
bottom-column: اطلاع عام دی جاتی ہے کہ میری جائیداد مکان نمبر پلاٹ نمبر بلاک گلشن اقبال کراچی کے اصل کاغذات گم ہو گئے ہیں جس کسی کو ملیں وہ رابطہ کرے درخواست گزار عوامی فیصلہ نمبر 31 اطلاع عام دی جاتی ہے کہ میری جائیداد مکان نمبر پلاٹ نمبر بلاک گلشن اقبال کراچی کے اصل کاغذات گم ہو گئے ہیں جس کسی کو ملیں وہ رابطہ کرے درخواست گزار وفاقی حکومت نے اعلان کیا ہے کہ پاکستان میں آئندہ مالی سال کے بجٹ میں عوام کو ریلیف فراہم کیا جائے گا وزیراعظم نے اجلاس کی صدارت کی اور متعلقہ حکام کو ہدایات جاری کیں کراچی سمیت سندھ بھر میں (0, 1474, 120, 1774)
numbered-ads-column-2: وفاقی حکومت نے اعلان کیا ہے کہ پاکستان میں آئندہ مالی سال کے بجٹ میں عوام کو ریلیف فراہم کیا جائے گا وزیراعظم نے اجلاس کی صدارت کی اور متعلقہ حکام کو ہدایات جاری کیں کراچی سمیت سندھ بھر میں وفاقی حکومت نے اعلان کیا ہے کہ پاکستان میں آئندہ مالی سال کے بجٹ میں عوام کو ریلیف فراہم کیا جائے گا وزیراعظم نے اجلاس کی صدارت کی اور متعلقہ حکام کو ہدایات جاری کیں کراچی سمیت سندھ بھر میں وفاقی حکومت نے اعلان کیا ہے کہ پاکستان میں آئندہ مالی سال کے بجٹ میں عوام کو ریلیف فراہم کیا جائے گا وزیراعظم نے اجلاس کی صدارت کی اور متعلقہ حکام کو ہدایات جاری کیں کراچی سمیت سندھ بھر میں بحث جو وکیل نمبر 9 اطلاع عام دی جاتی ہے کہ میری جائیداد مکان نمبر پلاٹ نمبر بلاک گلشن اقبال کراچی کے اصل کاغذات گم ہو گئے ہیں جس کسی کو ملیں وہ رابطہ کرے درخواست گزار وفاقی حکومت نے اعلان کیا ہے کہ پاکستان میں آئندہ مالی سال کے بجٹ میں عوام کو ریلیف فراہم کیا جائے گا وزیراعظم نے اجلاس کی صدارت کی اور متعلقہ حکام کو ہدایات جاری کیں کراچی سمیت سندھ بھر میں پاکستان پنجاب نمبر 10 اطلاع عام دی جاتی ہے کہ میری جائیداد مکان نمبر پلاٹ نمبر بلاک گلشن اقبال کراچی کے اصل کاغذات گم ہو گئے ہیں جس کسی کو ملیں وہ رابطہ کرے درخواست گزار خوراک نمبر 11 اطلاع عام دی جاتی ہے کہ میری جائیداد مکان نمبر پلاٹ نمبر بلاک گلشن اقبال کراچی کے اصل کاغذات گم ہو گئے ہیں جس کسی کو ملیں وہ رابطہ کرے درخواست گزار ادارہ جاتی نمبر 12 اطلاع عام دی جاتی ہے کہ میری جائیداد مکان نمبر پلاٹ نمبر بلاک گلشن اقبال کراچی کے اصل کاغذات گم ہو گئے ہیں جس کسی کو ملیں وہ رابطہ کرے درخواست گزار سیاحت نمبر 13 اطلاع عام دی جاتی ہے کہ میری جائیداد مکان نمبر پلاٹ نمبر بلاک گلشن اقبال کراچی کے اصل کاغذات گم ہو گئے ہیں جس کسی کو ملیں وہ رابطہ کرے درخواست گزار قومی اسمبلی نمبر 14 اطلاع عام دی جاتی ہے کہ میری جائیداد مکان نمبر پلاٹ نمبر بلاک گلشن اقبال کراچی کے اصل کاغذات گم ہو گئے ہیں جس کسی کو ملیں وہ رابطہ کرے درخواست گزار عدالتی فیصلہ نمبر 15 اطلاع عام دی جاتی ہے کہ میری جائیداد مکان نمبر پلاٹ نمبر بلاک گلشن اقبال کراچی کے اصل کاغذات گم ہو گئے ہیں جس کسی کو ملیں وہ رابطہ کرے درخواست گزار سندھ ہائیکورٹ نمبر 16 اطلاع عام دی جاتی ہے کہ میری جائیداد مکان نمبر پلاٹ نمبر بلاک گلشن اقبال کراچی کے اصل کاغذات گم ہو گئے ہیں جس کسی کو ملیں وہ رابطہ کرے درخواست گزار (718, 16, 836, 1471)
ad-number-box: سندھ ہائیکورٹ نمبر 16 (722, 711, 833, 729)
ad-number-box: گمشدگی نمبر 24 (609, 1540, 715, 1558)
ad-number-box: عدالتی فیصلہ نمبر 15 (722, 642, 833, 660)
ad-number-box: ادارہ جاتی نمبر 12 (722, 435, 833, 453)
ad-number-box: امانت داری نمبر 23 (609, 539, 715, 557)
ad-number-box: امتحانات نمبر 26 (484, 1549, 602, 1567)
ad-number-box: اعلان نمبر 20 (609, 271, 715, 289)
gavel-icon (133, 22, 155, 38)
bottom-column: وفاقی حکومت نے اعلان کیا ہے کہ پاکستان میں آئندہ مالی سال کے بجٹ میں عوام کو ریلیف فراہم کیا جائے گا وزیراعظم نے اجلاس کی صدارت کی اور متعلقہ حکام کو ہدایات جاری کیں کراچی سمیت سندھ بھر میں اطلاع عام دی جاتی ہے کہ میری جائیداد مکان نمبر پلاٹ نمبر بلاک گلشن اقبال کراچی کے اصل کاغذات گم ہو گئے ہیں جس کسی کو ملیں وہ رابطہ کرے درخواست گزار وفاقی حکومت نے اعلان کیا ہے کہ پاکستان میں آئندہ مالی سال کے بجٹ میں عوام کو ریلیف فراہم کیا جائے گا وزیراعظم نے اجلاس کی صدارت کی اور متعلقہ حکام کو ہدایات جاری کیں کراچی سمیت سندھ بھر میں (836, 1474, 960, 1774)
classified-phone: 021-35655270,71,72 (492, 93, 594, 105)
ad-number-box: مستقل قیدیات نمبر 1 (840, 22, 956, 40)
ad-number-box: قتل خواری نمبر 7 (840, 659, 956, 677)
ad-number-box: عدالت عظمیٰ نمبر 25 (484, 1480, 602, 1498)
ad-number-box: آج کی کارروائی نمبر 17 (722, 1480, 833, 1498)
ad-number-box: گورنمنٹ نمبر 27 (484, 1618, 602, 1636)
notice-code: Crown (4, 116, 26, 124)
ad-number-box: آگہی عدالت نمبر 2 (840, 203, 956, 221)
ad-number-box: 5 / آداک نمبر 4 (840, 401, 956, 419)
classified-title: مختصر اشتہارات (501, 24, 585, 66)
